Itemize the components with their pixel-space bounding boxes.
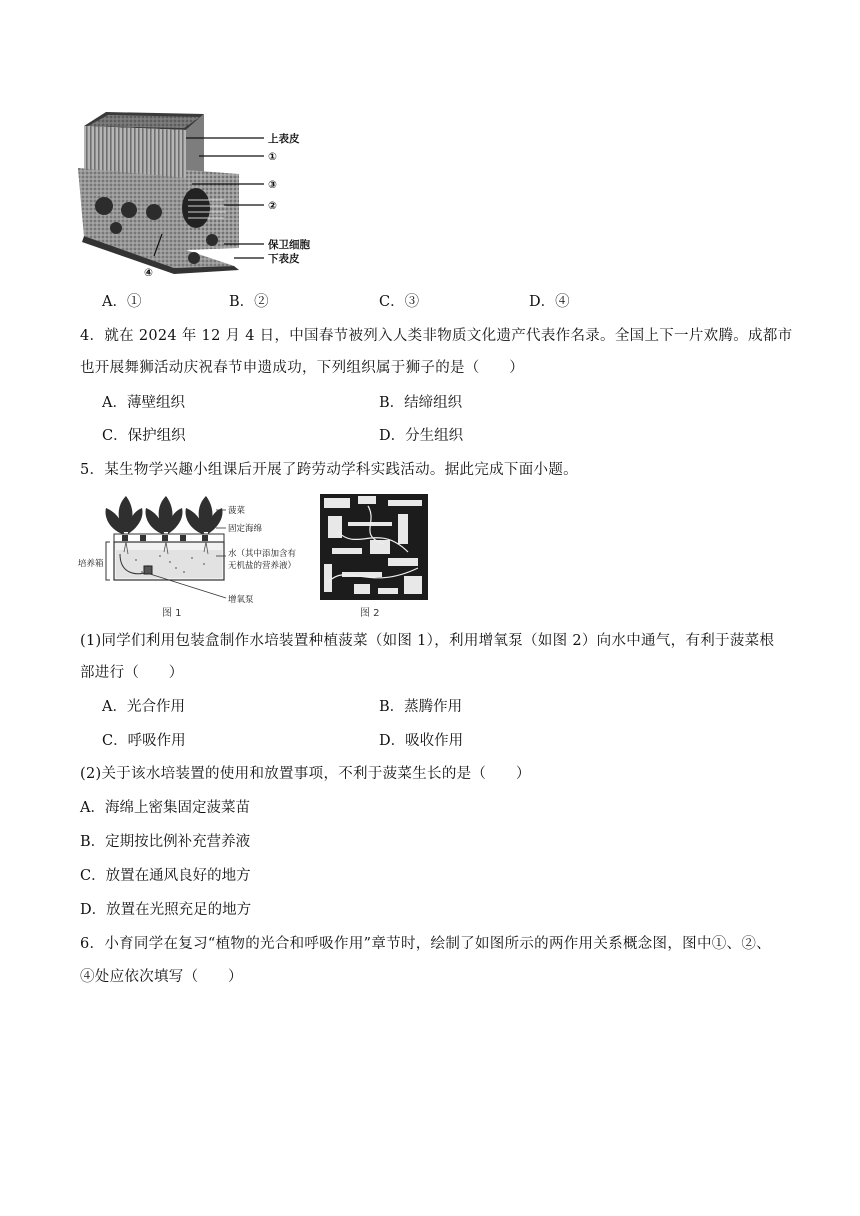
fig1-label-water-2: 无机盐的营养液） <box>228 561 297 571</box>
q5-sub1-option-b: B．蒸腾作用 <box>379 699 463 715</box>
q5-intro: 5．某生物学兴趣小组课后开展了跨劳动学科实践活动。据此完成下面小题。 <box>80 462 578 478</box>
q6-stem-line1: 6．小育同学在复习“植物的光合和呼吸作用”章节时，绘制了如图所示的两作用关系概念图，图中①、②、 <box>80 936 771 952</box>
q4-option-b: B．结缔组织 <box>379 395 463 411</box>
hydroponic-setup-figure <box>76 494 306 620</box>
q5-sub1-option-d: D．吸收作用 <box>379 733 464 749</box>
q3-option-a: A．① <box>102 294 142 310</box>
q5-sub1-option-c: C．呼吸作用 <box>102 733 186 749</box>
q3-option-d: D．④ <box>529 294 570 310</box>
figure-label-1: ① <box>268 151 277 163</box>
q5-sub2-option-d: D．放置在光照充足的地方 <box>80 902 252 918</box>
figure-label-upper-epidermis: 上表皮 <box>268 133 300 145</box>
q5-sub2-option-a: A．海绵上密集固定菠菜苗 <box>80 800 250 816</box>
fig1-label-spinach: 菠菜 <box>228 506 246 516</box>
fig1-label-tank: 培养箱 <box>78 559 104 569</box>
figure-label-4: ④ <box>144 267 153 279</box>
q4-option-a: A．薄壁组织 <box>102 395 185 411</box>
fig1-label-water-1: 水（其中添加含有 <box>228 549 297 559</box>
q5-sub2-option-b: B．定期按比例补充营养液 <box>80 834 251 850</box>
figure-label-3: ③ <box>268 179 277 191</box>
fig1-label-sponge: 固定海绵 <box>228 524 263 534</box>
q4-stem-line1: 4．就在 2024 年 12 月 4 日，中国春节被列入人类非物质文化遗产代表作名录。全国上下一片欢腾。成都市 <box>80 328 793 344</box>
q4-option-c: C．保护组织 <box>102 428 186 444</box>
q5-sub2-option-c: C．放置在通风良好的地方 <box>80 868 251 884</box>
figure-label-2: ② <box>268 200 277 212</box>
air-pump-photo <box>318 492 430 620</box>
leaf-structure-figure <box>74 108 344 283</box>
q4-stem-line2: 也开展舞狮活动庆祝春节申遗成功，下列组织属于狮子的是（ ） <box>80 360 524 376</box>
q5-sub1-option-a: A．光合作用 <box>102 699 185 715</box>
q4-option-d: D．分生组织 <box>379 428 464 444</box>
q5-sub1-stem-line1: (1)同学们利用包装盒制作水培装置种植菠菜（如图 1），利用增氧泵（如图 2）向水中通气，有利于菠菜根 <box>80 633 775 649</box>
q3-option-b: B．② <box>229 294 269 310</box>
fig1-label-pump: 增氧泵 <box>228 595 254 605</box>
figure-label-guard-cell: 保卫细胞 <box>268 239 310 251</box>
q5-sub1-stem-line2: 部进行（ ） <box>80 665 184 681</box>
figure-label-lower-epidermis: 下表皮 <box>268 253 300 265</box>
q3-option-c: C．③ <box>379 294 420 310</box>
fig1-caption: 图 1 <box>162 608 182 619</box>
q5-sub2-stem: (2)关于该水培装置的使用和放置事项，不利于菠菜生长的是（ ） <box>80 766 531 782</box>
fig2-caption: 图 2 <box>360 608 380 619</box>
q6-stem-line2: ④处应依次填写（ ） <box>80 969 243 985</box>
